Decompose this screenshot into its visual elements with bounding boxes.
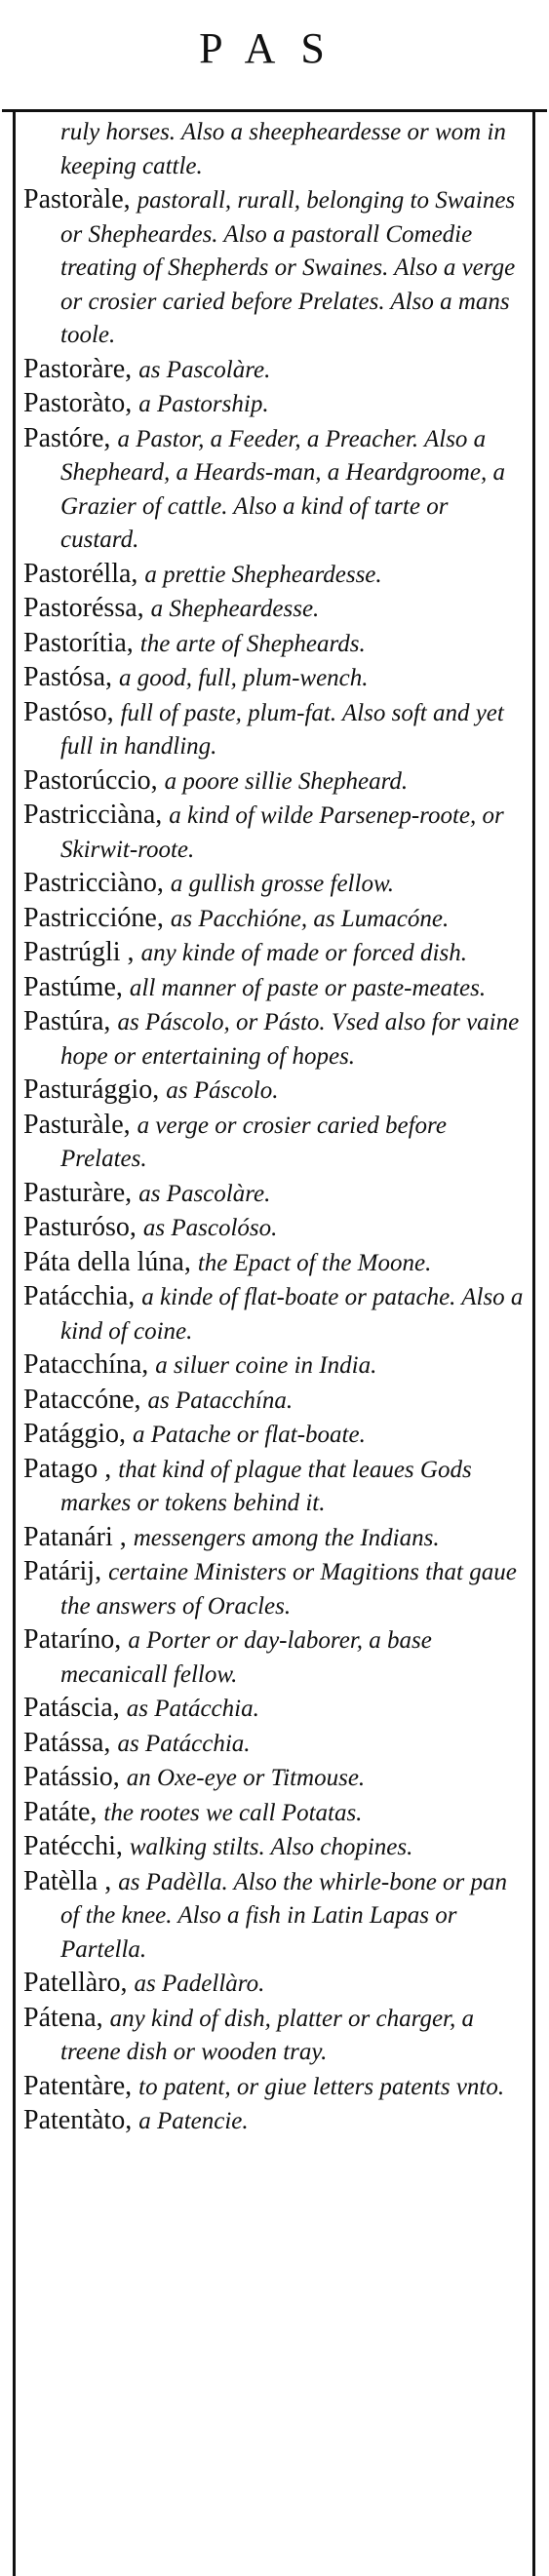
column-left-rule: [13, 111, 16, 2576]
dictionary-entry: [23, 1692, 527, 1726]
dictionary-entry: [23, 1623, 527, 1691]
entry-definition: a Patencie.: [138, 2108, 249, 2134]
dictionary-entry: [23, 1177, 527, 1211]
entry-definition: the rootes we call Potatas.: [103, 1799, 363, 1826]
dictionary-entry: [23, 183, 527, 352]
dictionary-entry: [23, 799, 527, 866]
dictionary-entry: [23, 592, 527, 626]
entry-definition: a poore sillie Shepheard.: [164, 767, 409, 795]
column-right-rule: [532, 111, 535, 2576]
entry-headword: Patássa,: [23, 1727, 111, 1758]
entry-definition: as Páscolo.: [166, 1077, 279, 1104]
entry-definition: walking stilts. Also chopines.: [129, 1834, 413, 1860]
dictionary-entry: [23, 764, 527, 799]
entry-headword: Pastúra,: [23, 1006, 111, 1036]
entry-headword: Pasturóso,: [23, 1212, 137, 1242]
dictionary-entry: [23, 1727, 527, 1761]
entry-definition: all manner of paste or paste-meates.: [129, 974, 487, 1001]
entry-definition: full of paste, plum-fat. Also soft and yet full in handling.: [60, 699, 504, 760]
entry-headword: Patássio,: [23, 1762, 120, 1792]
entry-headword: Patago ,: [23, 1453, 112, 1484]
entry-definition: a Porter or day-laborer, a base mecanicall fellow.: [60, 1627, 432, 1688]
entry-definition: as Pacchióne, as Lumacóne.: [170, 905, 450, 932]
entry-headword: Patáscia,: [23, 1693, 120, 1723]
entry-definition: any kind of dish, platter or charger, a treene dish or wooden tray.: [60, 2005, 474, 2065]
entry-headword: Pastóso,: [23, 696, 114, 727]
entry-headword: Pastricciàna,: [23, 800, 163, 830]
entry-headword: Pastorúccio,: [23, 764, 158, 796]
entry-definition: as Pascolàre.: [138, 356, 271, 383]
dictionary-entry: [23, 1211, 527, 1245]
entry-definition: as Páscolo, or Pásto. Vsed also for vaine hope or entertaining of hopes.: [60, 1009, 520, 1070]
entry-definition: as Patácchia.: [126, 1696, 259, 1722]
entry-headword: Pastoràle,: [23, 184, 131, 215]
entry-definition: as Pascolóso.: [142, 1215, 278, 1241]
entry-definition: as Pascolàre.: [138, 1180, 271, 1207]
entry-headword: Pastósa,: [23, 662, 112, 692]
entry-headword: Pastriccióne,: [23, 902, 164, 933]
entry-headword: Pastoràto,: [23, 388, 133, 418]
entry-headword: Pastorítia,: [23, 627, 134, 658]
entry-definition: a Pastor, a Feeder, a Preacher. Also a Shepheard, a Heards-man, a Heardgroome, a Grazier of cattle. Also a kind of tarte or custard.: [60, 425, 505, 553]
entry-definition: an Oxe-eye or Titmouse.: [126, 1765, 366, 1791]
entry-definition: a verge or crosier caried before Prelates.: [60, 1112, 447, 1172]
dictionary-entry: [23, 1109, 527, 1176]
entry-headword: Patággio,: [23, 1419, 126, 1449]
entry-definition: to patent, or giue letters patents vnto.: [138, 2073, 505, 2100]
entry-headword: Patacchína,: [23, 1349, 149, 1380]
top-rule: [2, 109, 547, 112]
dictionary-entry: [23, 1830, 527, 1864]
entry-headword: Patécchi,: [23, 1831, 123, 1861]
entry-definition: a prettie Shepheardesse.: [144, 561, 382, 588]
entry-definition: a Shepheardesse.: [150, 596, 320, 622]
dictionary-entry: [23, 422, 527, 557]
entry-headword: Pastúme,: [23, 971, 123, 1002]
entry-definition: pastorall, rurall, belonging to Swaines or Shepheardes. Also a pastorall Comedie treating of Shepherds or Swaines. Also a verge or crosier caried before Prelates. Also a mans toole.: [60, 187, 516, 348]
dictionary-entry: [23, 2104, 527, 2138]
entry-definition: ruly horses. Also a sheepheardesse or wom in keeping cattle.: [60, 119, 506, 179]
entry-definition: the Epact of the Moone.: [197, 1249, 432, 1276]
running-head: PAS: [199, 24, 350, 72]
dictionary-entry: [23, 1967, 527, 2001]
entry-headword: Pastóre,: [23, 422, 111, 453]
dictionary-entry: [23, 867, 527, 901]
entry-headword: Páta della lúna,: [23, 1246, 191, 1277]
dictionary-entry: [23, 1865, 527, 1967]
entry-headword: Patárij,: [23, 1556, 102, 1586]
dictionary-entry: [23, 661, 527, 695]
entry-definition: a siluer coine in India.: [155, 1352, 377, 1379]
dictionary-entry: [23, 353, 527, 387]
entry-headword: Pasturággio,: [23, 1074, 160, 1105]
dictionary-entry: [23, 971, 527, 1005]
entry-headword: Pataccóne,: [23, 1384, 141, 1415]
dictionary-entry: [23, 696, 527, 763]
dictionary-entry: [23, 1348, 527, 1383]
dictionary-entry: [23, 902, 527, 936]
entry-headword: Pastricciàno,: [23, 868, 164, 898]
dictionary-entry: [23, 936, 527, 970]
entry-definition: messengers among the Indians.: [133, 1524, 440, 1551]
entry-headword: Patácchia,: [23, 1281, 136, 1311]
entry-definition: a good, full, plum-wench.: [119, 665, 369, 691]
dictionary-entry: [23, 1418, 527, 1452]
entry-definition: that kind of plague that leaues Gods markes or tokens behind it.: [60, 1456, 472, 1516]
dictionary-entry: [23, 1796, 527, 1830]
dictionary-entry: [23, 2002, 527, 2069]
dictionary-entry: [23, 2070, 527, 2104]
entry-headword: Pastrúgli ,: [23, 937, 135, 967]
dictionary-entry: [23, 1246, 527, 1280]
entry-headword: Pastoréssa,: [23, 593, 144, 623]
entry-headword: Pataríno,: [23, 1624, 122, 1655]
entry-definition: a kinde of flat-boate or patache. Also a kind of coine.: [60, 1284, 524, 1345]
entry-definition: a Pastorship.: [138, 391, 269, 417]
dictionary-entry: [23, 627, 527, 661]
dictionary-entry: [23, 1280, 527, 1347]
dictionary-column: [23, 115, 527, 2139]
entry-headword: Pastoràre,: [23, 353, 133, 384]
entry-headword: Patanári ,: [23, 1521, 127, 1552]
entry-headword: Patèlla ,: [23, 1865, 112, 1896]
dictionary-entry: [23, 1005, 527, 1073]
dictionary-entry: [23, 1073, 527, 1108]
entry-definition: a kind of wilde Parsenep-roote, or Skirwit-roote.: [60, 802, 504, 863]
entry-definition: a Patache or flat-boate.: [133, 1422, 366, 1448]
dictionary-entry: [23, 1384, 527, 1418]
dictionary-entry: [23, 1521, 527, 1555]
dictionary-entry: [23, 1761, 527, 1795]
page-header: [0, 0, 549, 115]
dictionary-entry: [23, 115, 527, 182]
entry-definition: as Patácchia.: [117, 1730, 251, 1757]
entry-headword: Patellàro,: [23, 1968, 128, 1998]
entry-definition: as Padellàro.: [134, 1971, 265, 1997]
entry-definition: as Patacchína.: [147, 1386, 294, 1414]
entry-definition: any kinde of made or forced dish.: [140, 940, 467, 966]
entry-headword: Pasturàle,: [23, 1109, 131, 1140]
entry-definition: the arte of Shepheards.: [139, 630, 366, 657]
entry-headword: Pastorélla,: [23, 558, 138, 589]
dictionary-entry: [23, 558, 527, 592]
entry-headword: Pátena,: [23, 2002, 103, 2033]
dictionary-entry: [23, 387, 527, 421]
dictionary-entry: [23, 1555, 527, 1622]
entry-definition: as Padèlla. Also the whirle-bone or pan of the knee. Also a fish in Latin Lapas or Partella.: [60, 1868, 508, 1963]
entry-headword: Patentàto,: [23, 2105, 133, 2135]
entry-definition: certaine Ministers or Magitions that gaue the answers of Oracles.: [60, 1559, 517, 1620]
entry-headword: Pasturàre,: [23, 1177, 133, 1208]
entry-definition: a gullish grosse fellow.: [170, 871, 395, 897]
dictionary-entry: [23, 1453, 527, 1520]
entry-headword: Patáte,: [23, 1796, 98, 1827]
entry-headword: Patentàre,: [23, 2070, 133, 2101]
